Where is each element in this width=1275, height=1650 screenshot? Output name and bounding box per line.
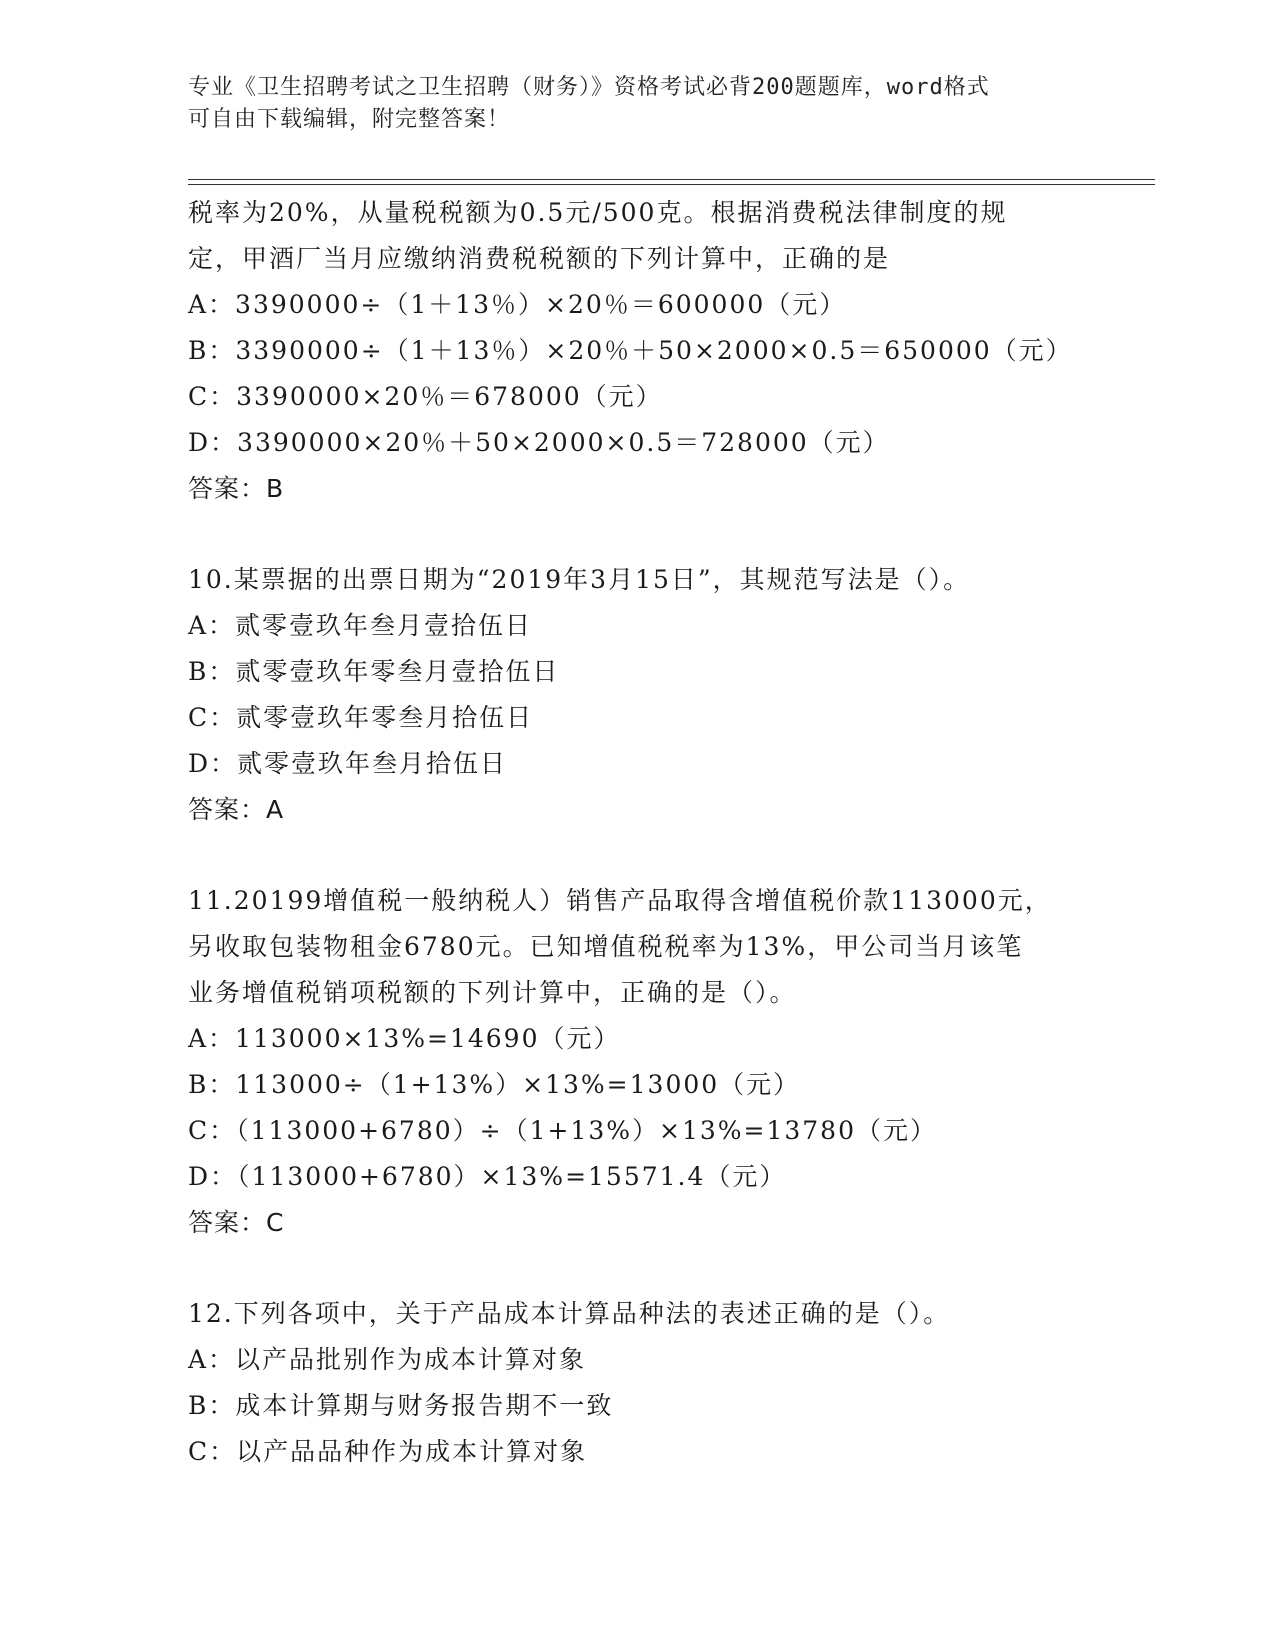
option-d: D：（113000+6780）×13%=15571.4（元）: [188, 1162, 787, 1191]
answer-label: 答案：C: [188, 1208, 285, 1237]
question-9: [188, 190, 1088, 512]
option-b: B：成本计算期与财务报告期不一致: [188, 1391, 614, 1420]
header-divider-top: [188, 179, 1155, 180]
question-12: [188, 1291, 1088, 1475]
option-d: D：贰零壹玖年叁月拾伍日: [188, 749, 508, 778]
document-header: [188, 72, 1088, 136]
option-c: C：3390000×20％＝678000（元）: [188, 382, 663, 411]
spacer: [188, 833, 1088, 878]
question-stem: 业务增值税销项税额的下列计算中，正确的是（）。: [188, 978, 797, 1007]
question-stem: 12.下列各项中，关于产品成本计算品种法的表述正确的是（）。: [188, 1299, 951, 1328]
answer-label: 答案：B: [188, 474, 285, 503]
question-stem: 10.某票据的出票日期为“2019年3月15日”，其规范写法是（）。: [188, 565, 971, 594]
spacer: [188, 1246, 1088, 1291]
question-10: [188, 557, 1088, 833]
question-stem: 定，甲酒厂当月应缴纳消费税税额的下列计算中，正确的是: [188, 244, 891, 273]
option-d: D：3390000×20％＋50×2000×0.5＝728000（元）: [188, 428, 890, 457]
option-b: B：113000÷（1+13%）×13%=13000（元）: [188, 1070, 801, 1099]
option-a: A：113000×13%=14690（元）: [188, 1024, 621, 1053]
header-line-2: 可自由下载编辑，附完整答案！: [188, 107, 511, 132]
option-c: C：（113000+6780）÷（1+13%）×13%=13780（元）: [188, 1116, 937, 1145]
header-divider-bottom: [188, 184, 1155, 185]
question-stem: 税率为20%，从量税税额为0.5元/500克。根据消费税法律制度的规: [188, 198, 1008, 227]
document-body: [188, 190, 1088, 1475]
option-a: A：贰零壹玖年叁月壹拾伍日: [188, 611, 533, 640]
option-b: B：3390000÷（1＋13％）×20％＋50×2000×0.5＝650000（元）: [188, 336, 1073, 365]
question-11: [188, 878, 1088, 1246]
option-c: C：以产品品种作为成本计算对象: [188, 1437, 588, 1466]
spacer: [188, 512, 1088, 557]
option-b: B：贰零壹玖年零叁月壹拾伍日: [188, 657, 560, 686]
option-a: A：3390000÷（1＋13％）×20％＝600000（元）: [188, 290, 847, 319]
option-a: A：以产品批别作为成本计算对象: [188, 1345, 587, 1374]
option-c: C：贰零壹玖年零叁月拾伍日: [188, 703, 534, 732]
header-line-1: 专业《卫生招聘考试之卫生招聘（财务）》资格考试必背200题题库，word格式: [188, 75, 990, 100]
question-stem: 另收取包装物租金6780元。已知增值税税率为13%，甲公司当月该笔: [188, 932, 1024, 961]
answer-label: 答案：A: [188, 795, 285, 824]
question-stem: 11.20199增值税一般纳税人）销售产品取得含增值税价款113000元，: [188, 886, 1052, 915]
